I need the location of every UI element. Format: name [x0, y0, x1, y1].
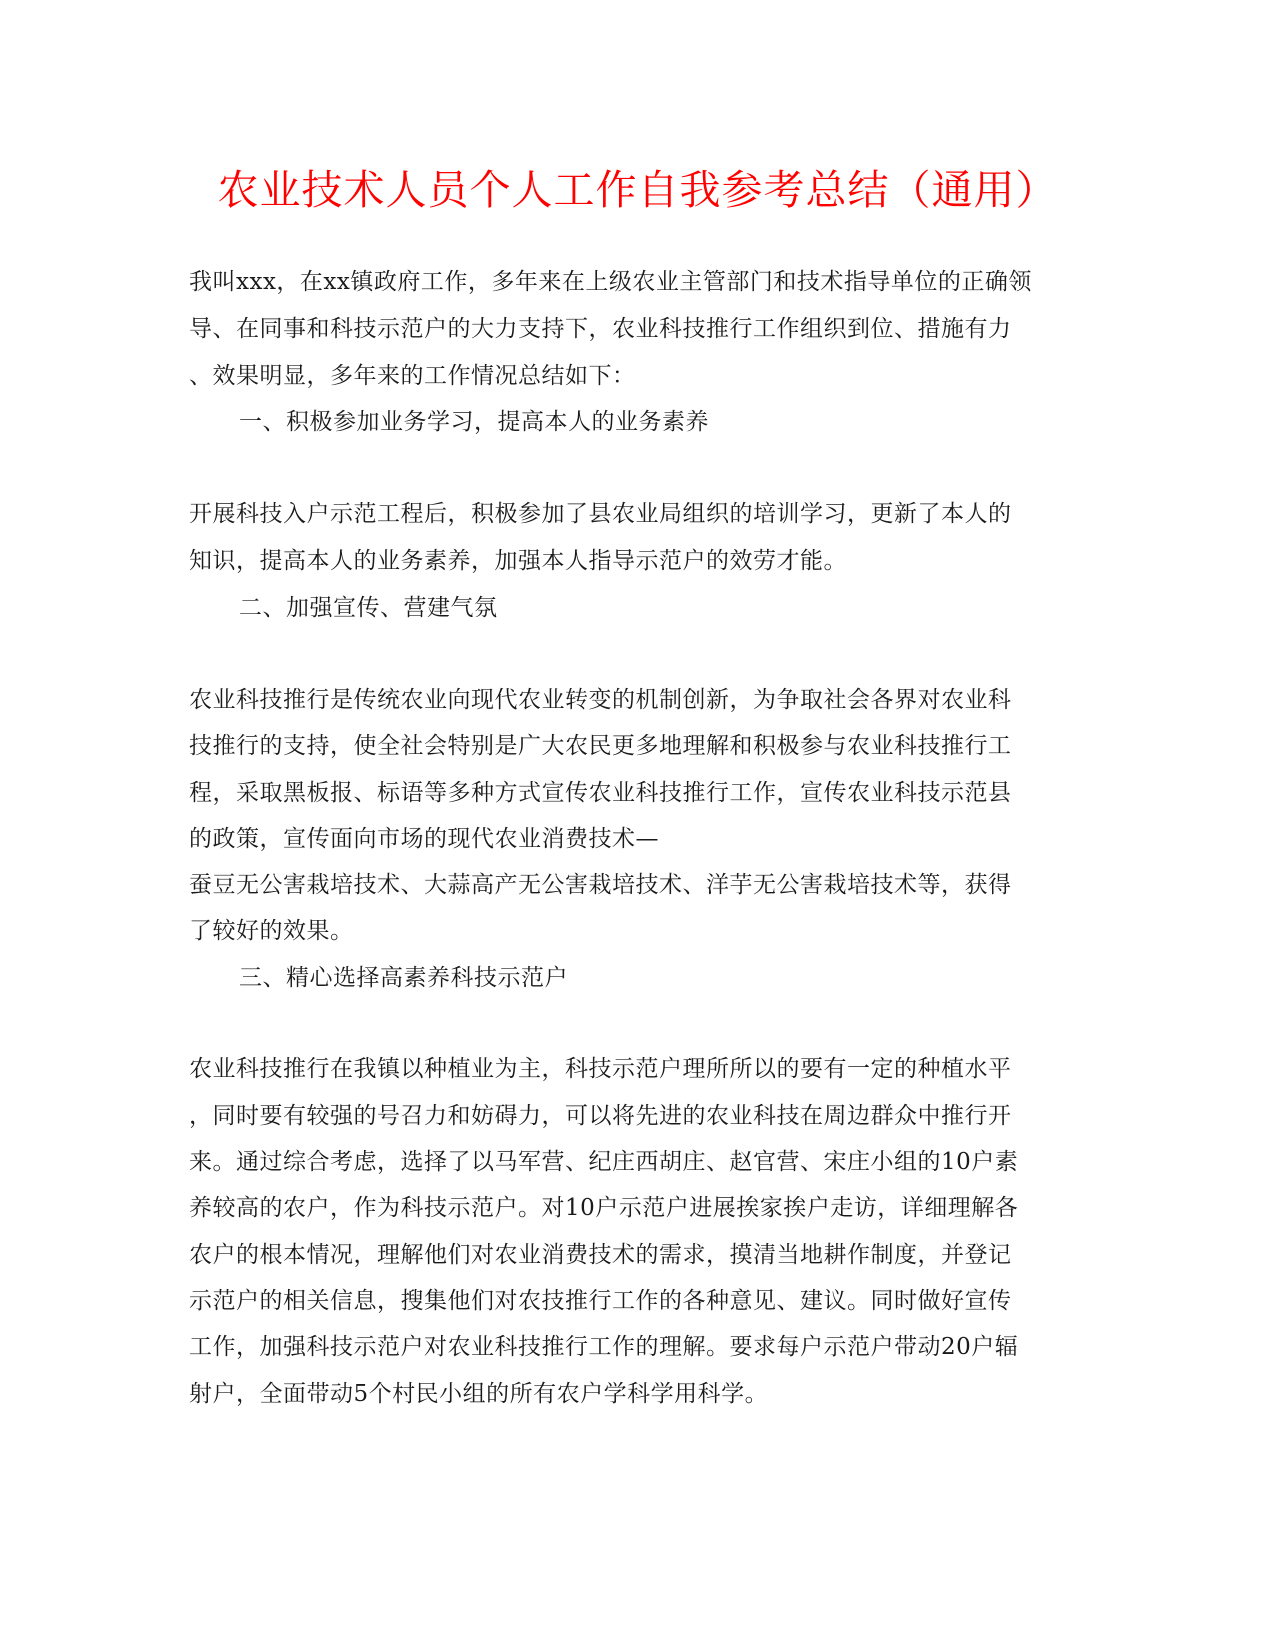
intro-line: 导、在同事和科技示范户的大力支持下，农业科技推行工作组织到位、措施有力 — [189, 316, 1012, 342]
paragraph-line: 农业科技推行是传统农业向现代农业转变的机制创新，为争取社会各界对农业科 — [189, 687, 1012, 713]
paragraph-line: 知识，提高本人的业务素养，加强本人指导示范户的效劳才能。 — [189, 548, 847, 574]
paragraph-line: 射户，全面带动5个村民小组的所有农户学科学用科学。 — [189, 1381, 769, 1407]
paragraph-line: ，同时要有较强的号召力和妨碍力，可以将先进的农业科技在周边群众中推行开 — [189, 1103, 1012, 1129]
section-heading-1: 一、积极参加业务学习，提高本人的业务素养 — [239, 409, 709, 435]
document-title: 农业技术人员个人工作自我参考总结（通用） — [217, 166, 1058, 214]
intro-line: 、效果明显，多年来的工作情况总结如下： — [189, 363, 636, 389]
paragraph-line: 的政策，宣传面向市场的现代农业消费技术— — [189, 826, 659, 852]
paragraph-line: 蚕豆无公害栽培技术、大蒜高产无公害栽培技术、洋芋无公害栽培技术等，获得 — [189, 872, 1012, 898]
section-heading-3: 三、精心选择高素养科技示范户 — [239, 965, 568, 991]
section-heading-2: 二、加强宣传、营建气氛 — [239, 595, 498, 621]
paragraph-line: 开展科技入户示范工程后，积极参加了县农业局组织的培训学习，更新了本人的 — [189, 501, 1012, 527]
paragraph-line: 农业科技推行在我镇以种植业为主，科技示范户理所所以的要有一定的种植水平 — [189, 1056, 1012, 1082]
paragraph-line: 了较好的效果。 — [189, 918, 354, 944]
paragraph-line: 来。通过综合考虑，选择了以马军营、纪庄西胡庄、赵官营、宋庄小组的10户素 — [189, 1149, 1019, 1175]
intro-line: 我叫xxx，在xx镇政府工作，多年来在上级农业主管部门和技术指导单位的正确领 — [189, 269, 1032, 295]
paragraph-line: 程，采取黑板报、标语等多种方式宣传农业科技推行工作，宣传农业科技示范县 — [189, 780, 1012, 806]
paragraph-line: 养较高的农户，作为科技示范户。对10户示范户进展挨家挨户走访，详细理解各 — [189, 1195, 1019, 1221]
paragraph-line: 技推行的支持，使全社会特别是广大农民更多地理解和积极参与农业科技推行工 — [189, 733, 1012, 759]
paragraph-line: 工作，加强科技示范户对农业科技推行工作的理解。要求每户示范户带动20户辐 — [189, 1334, 1019, 1360]
paragraph-line: 示范户的相关信息，搜集他们对农技推行工作的各种意见、建议。同时做好宣传 — [189, 1288, 1012, 1314]
paragraph-line: 农户的根本情况，理解他们对农业消费技术的需求，摸清当地耕作制度，并登记 — [189, 1242, 1012, 1268]
